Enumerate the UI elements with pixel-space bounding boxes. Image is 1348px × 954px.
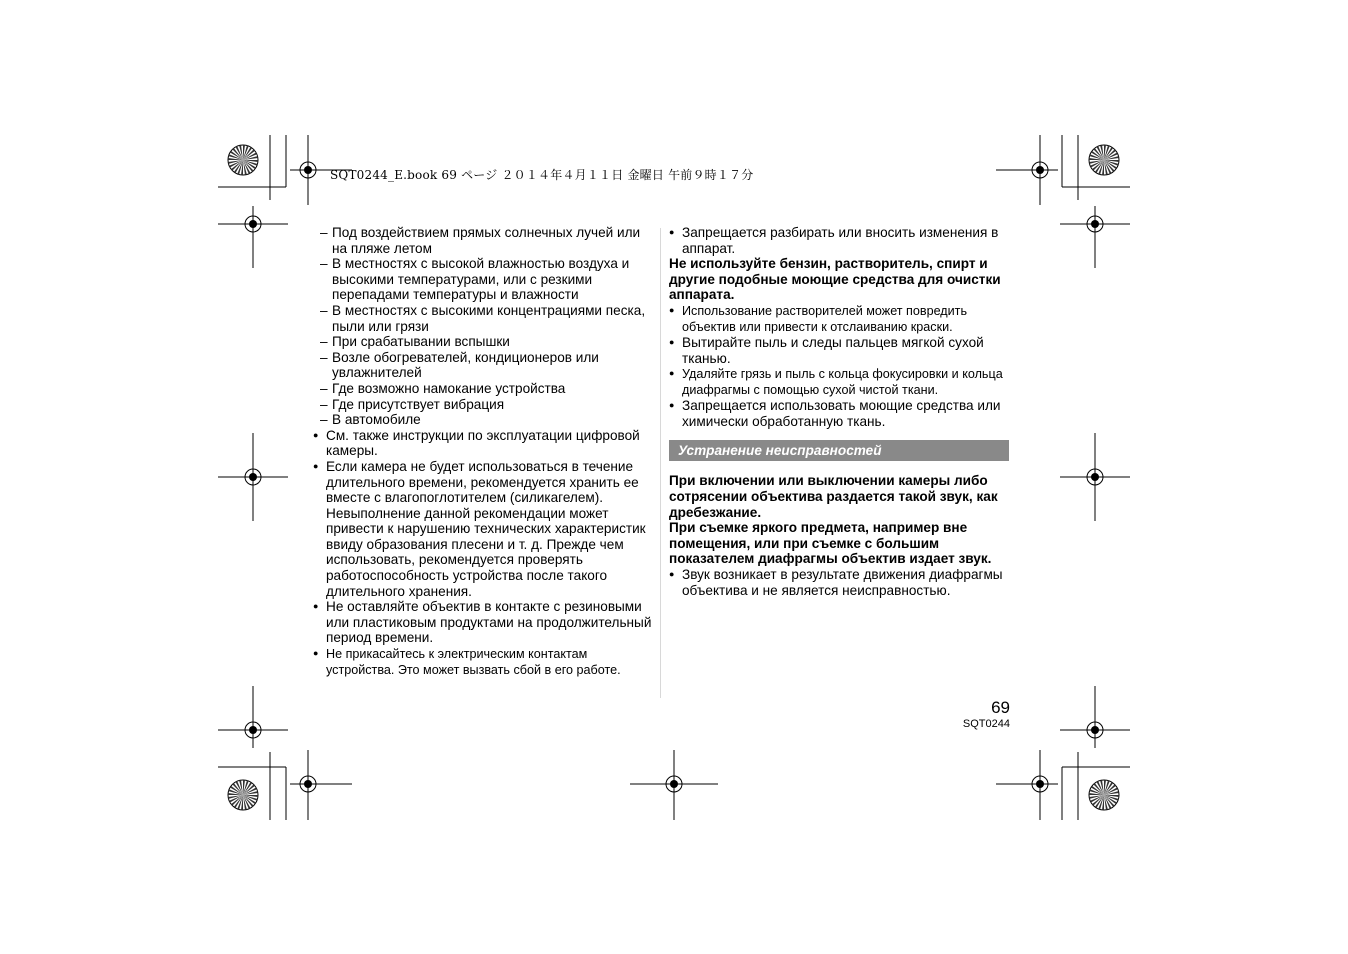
list-item: ● Использование растворителей может повредить объектив или привести к отслаиванию краски. <box>669 303 1009 335</box>
left-column <box>313 225 655 678</box>
list-item: – Где возможно намокание устройства <box>313 381 655 397</box>
list-item: ● Не прикасайтесь к электрическим контактам устройства. Это может вызвать сбой в его работе. <box>313 646 655 678</box>
section-title: Устранение неисправностей <box>669 440 1009 461</box>
list-item: – Под воздействием прямых солнечных лучей или на пляже летом <box>313 225 655 256</box>
doc-code: SQT0244 <box>962 718 1010 730</box>
list-item: ● Запрещается использовать моющие средства или химически обработанную ткань. <box>669 398 1009 429</box>
star-target-icon <box>1089 780 1119 810</box>
list-item: – В местностях с высокой влажностью воздуха и высокими температурами, или с резкими перепадами температуры и влажности <box>313 256 655 303</box>
list-item: ● Вытирайте пыль и следы пальцев мягкой сухой тканью. <box>669 335 1009 366</box>
page-number: 69 <box>991 698 1010 717</box>
star-target-icon <box>228 145 258 175</box>
list-item: ● Запрещается разбирать или вносить изменения в аппарат. <box>669 225 1009 256</box>
list-item: ● Удаляйте грязь и пыль с кольца фокусировки и кольца диафрагмы с помощью сухой чистой ткани. <box>669 366 1009 398</box>
trouble-answer: ● Звук возникает в результате движения диафрагмы объектива и не является неисправностью. <box>669 567 1009 598</box>
list-item: – Возле обогревателей, кондиционеров или увлажнителей <box>313 350 655 381</box>
right-column <box>669 225 1009 598</box>
list-item: – Где присутствует вибрация <box>313 397 655 413</box>
star-target-icon <box>1089 145 1119 175</box>
trouble-question: При включении или выключении камеры либо сотрясении объектива раздается такой звук, как дребезжание. <box>669 473 998 520</box>
list-item: – В автомобиле <box>313 412 655 428</box>
list-item: ● Не оставляйте объектив в контакте с резиновыми или пластиковым продуктами на продолжительный период времени. <box>313 599 655 646</box>
list-item: ● Если камера не будет использоваться в течение длительного времени, рекомендуется хранить ее вместе с влагопоглотителем (силикагелем). Невыполнение данной рекомендации может привести к нарушению технических характеристик ввиду образования плесени и т. д. Прежде чем использовать, рекомендуется проверять работоспособность устройства после такого длительного хранения. <box>313 459 655 599</box>
print-header: SQT0244_E.book 69 ページ ２０１４年４月１１日 金曜日 午前９時１７分 <box>330 168 754 182</box>
list-item: – При срабатывании вспышки <box>313 334 655 350</box>
column-divider <box>660 228 661 698</box>
star-target-icon <box>228 780 258 810</box>
list-item: ● См. также инструкции по эксплуатации цифровой камеры. <box>313 428 655 459</box>
trouble-question: При съемке яркого предмета, например вне помещения, или при съемке с большим показателем диафрагмы объектив издает звук. <box>669 520 992 567</box>
list-item: – В местностях с высокими концентрациями песка, пыли или грязи <box>313 303 655 334</box>
warning-heading: Не используйте бензин, растворитель, спирт и другие подобные моющие средства для очистки аппарата. <box>669 256 1001 303</box>
